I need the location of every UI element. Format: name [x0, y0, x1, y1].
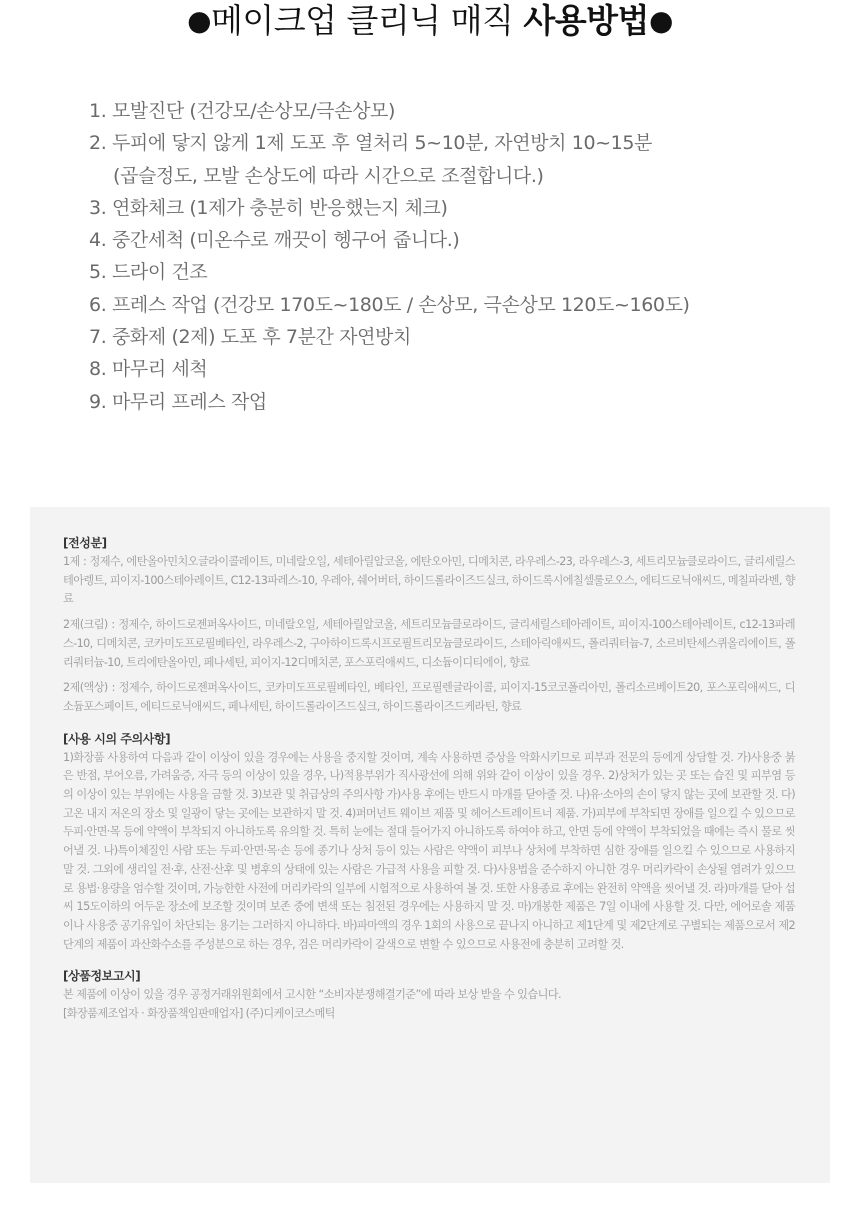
- step-item: 5. 드라이 건조: [89, 261, 208, 284]
- ingredients-2-cream: 2제(크림) : 정제수, 하이드로젠퍼옥사이드, 미네랄오일, 세테아릴알코올, 세트리모늄클로라이드, 글리세릴스테아레이트, 피이지-100스테아레이트, c12-13파레스-10, 디메치콘, 코카미도프로필베타인, 라우레스-2, 구아하이드록시프로필트리모늄클로라이드, 스테아릭애씨드, 폴리쿼터늄-7, 소르비탄세스퀴올리에이트, 폴리쿼터늄-10, 트리에탄올아민, 페나세틴, 피이지-12디메치콘, 포스포릭애씨드, 디소듐이디티에이, 향료: [63, 618, 795, 669]
- product-info-panel: [30, 507, 830, 1183]
- page-title: [0, 0, 860, 42]
- product-notice-line: 본 제품에 이상이 있을 경우 공정거래위원회에서 고시한 “소비자분쟁해결기준”에 따라 보상 받을 수 있습니다.: [63, 988, 561, 1002]
- step-item: 6. 프레스 작업 (건강모 170도~180도 / 손상모, 극손상모 120도~160도): [89, 293, 690, 316]
- step-item: 2. 두피에 닿지 않게 1제 도포 후 열처리 5~10분, 자연방치 10~15분: [89, 132, 652, 155]
- step-item: 3. 연화체크 (1제가 충분히 반응했는지 체크): [89, 196, 448, 219]
- step-item: 7. 중화제 (2제) 도포 후 7분간 자연방치: [89, 326, 411, 349]
- cautions-heading: [사용 시의 주의사항]: [63, 731, 171, 746]
- step-item: 1. 모발진단 (건강모/손상모/극손상모): [89, 100, 395, 122]
- ingredients-2-liquid: 2제(액상) : 정제수, 하이드로젠퍼옥사이드, 코카미도프로필베타인, 베타인, 프로필렌글라이콜, 피이지-15코코폴리아민, 폴리소르베이트20, 포스포릭애씨드, 디소듐포스페이트, 에티드로닉애씨드, 페나세틴, 하이드롤라이즈드실크, 하이드롤라이즈드케라틴, 향료: [63, 681, 795, 713]
- title-text: 메이크업 클리닉 매직: [211, 1, 524, 40]
- step-item: 4. 중간세척 (미온수로 깨끗이 헹구어 줍니다.): [89, 229, 460, 252]
- bullet-right-icon: ●: [648, 4, 673, 37]
- bullet-left-icon: ●: [187, 4, 212, 37]
- product-notice-heading: [상품정보고시]: [63, 969, 141, 984]
- ingredients-1: 1제 : 정제수, 에탄올아민치오글라이콜레이트, 미네랄오일, 세테아릴알코올, 에탄오아민, 디메치콘, 라우레스-23, 라우레스-3, 세트리모늄클로라이드, 글리세릴스테아렝트, 피이지-100스테아레이트, C12-13파레스-10, 우레아, 쉐어버터, 하이드롤라이즈드실크, 하이드록시에칠셀룰로오스, 에티드로닉애씨드, 메칠파라벤, 향료: [63, 555, 795, 606]
- ingredients-heading: [전성분]: [63, 536, 107, 550]
- title-emphasis: 사용방법: [523, 1, 649, 40]
- step-item: 9. 마무리 프레스 작업: [89, 390, 267, 413]
- manufacturer-line: [화장품제조업자 · 화장품책임판매업자] (주)디케이코스메틱: [63, 1007, 335, 1021]
- cautions-text: 1)화장품 사용하여 다음과 같이 이상이 있을 경우에는 사용을 중지할 것이며, 계속 사용하면 증상을 악화시키므로 피부과 전문의 등에게 상담할 것. 가)사용중 붉은 반점, 부어오름, 가려움증, 자극 등의 이상이 있을 경우, 나)적용부위가 직사광선에 의해 위와 같이 이상이 있을 경우. 2)상처가 있는 곳 또는 습진 및 피부염 등의 이상이 있는 부위에는 사용을 금할 것. 3)보관 및 취급상의 주의사항 가)사용 후에는 반드시 마개를 닫아줄 것. 나)유·소아의 손이 닿지 않는 곳에 보관할 것. 다)고온 내지 저온의 장소 및 일광이 닿는 곳에는 보관하지 말 것. 4)퍼머넌트 웨이브 제품 및 헤어스트레이트너 제품. 가)피부에 부착되면 장애를 일으킬 수 있으므로 두피·안면·목 등에 약액이 부착되지 아니하도록 유의할 것. 특히 눈에는 절대 들어가지 아니하도록 하여야 하고, 안면 등에 약액이 부착되었을 때에는 즉시 물로 씻어낼 것. 나)특이체질인 사람 또는 두피·안면·목·손 등에 종기나 상처 등이 있는 사람은 약액이 피부나 상처에 부착하면 심한 장애를 일으킬 수 있으므로 사용하지 말 것. 그외에 생리일 전·후, 산전·산후 및 병후의 상태에 있는 사람은 가급적 사용을 피할 것. 다)사용법을 준수하지 아니한 경우 머리카락이 손상될 염려가 있으므로 용법·용량을 엄수할 것이며, 가능한한 사전에 머리카락의 일부에 시험적으로 사용하여 볼 것. 또한 사용종료 후에는 완전히 약액을 씻어낼 것. 라)마개를 닫아 섭씨 15도이하의 어두운 장소에 보조할 것이며 보존 중에 변색 또는 침전된 경우에는 사용하지 말 것. 마)개봉한 제품은 7일 이내에 사용할 것. 다만, 에어로솔 제품이나 사용중 공기유입이 차단되는 용기는 그러하지 아니하다. 바)파마액의 경우 1회의 사용으로 끝나지 아니하고 제1단계 및 제2단계로 구별되는 제품으로서 제2단계의 제품이 과산화수소를 주성분으로 하는 경우, 검은 머리카락이 갈색으로 변할 수 있으므로 사용전에 충분히 고려할 것.: [63, 750, 795, 951]
- step-item: 8. 마무리 세척: [89, 358, 208, 381]
- step-item-note: (곱슬정도, 모발 손상도에 따라 시간으로 조절합니다.): [113, 164, 544, 187]
- product-info-content: [63, 534, 795, 1024]
- usage-steps-list: [89, 95, 829, 418]
